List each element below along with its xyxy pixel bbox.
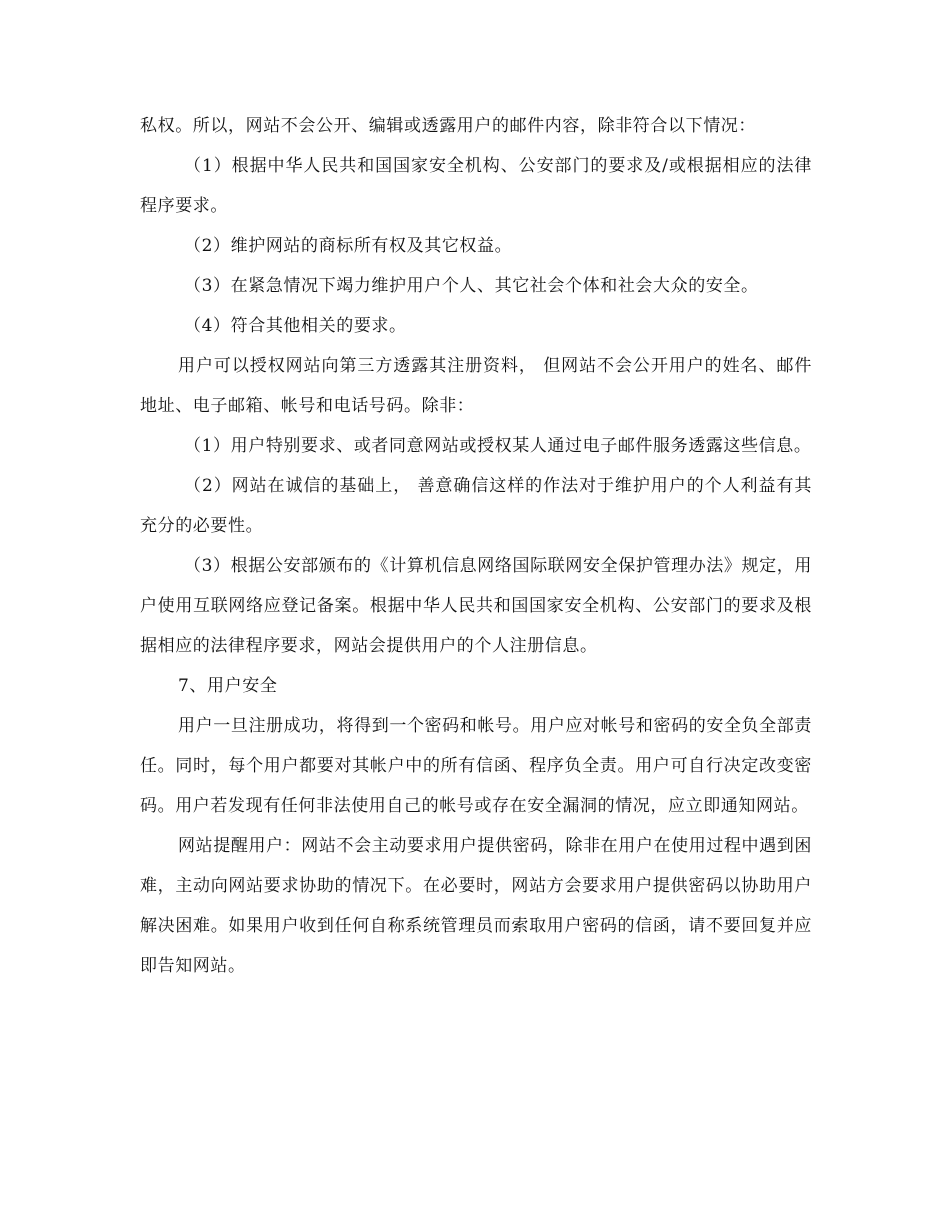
section-heading-user-security: 7、用户安全 [178, 676, 278, 696]
paragraph-privacy-intro: 私权。所以，网站不会公开、编辑或透露用户的邮件内容，除非符合以下情况： [140, 116, 756, 136]
paragraph-exception-2: （2）网站在诚信的基础上， 善意确信这样的作法对于维护用户的个人利益有其充分的必要性。 [140, 476, 812, 536]
paragraph-condition-4: （4）符合其他相关的要求。 [184, 316, 407, 336]
paragraph-password-reminder: 网站提醒用户：网站不会主动要求用户提供密码，除非在用户在使用过程中遇到困难，主动向网站要求协助的情况下。在必要时，网站方会要求用户提供密码以协助用户解决困难。如果用户收到任何自称系统管理员而索取用户密码的信函，请不要回复并应即告知网站。 [140, 836, 812, 976]
paragraph-disclosure: 用户可以授权网站向第三方透露其注册资料， 但网站不会公开用户的姓名、邮件地址、电子邮箱、帐号和电话号码。除非： [140, 356, 812, 416]
paragraph-account-responsibility: 用户一旦注册成功，将得到一个密码和帐号。用户应对帐号和密码的安全负全部责任。同时，每个用户都要对其帐户中的所有信函、程序负全责。用户可自行决定改变密码。用户若发现有任何非法使用自己的帐号或存在安全漏洞的情况，应立即通知网站。 [140, 716, 812, 816]
paragraph-condition-3: （3）在紧急情况下竭力维护用户个人、其它社会个体和社会大众的安全。 [184, 276, 759, 296]
paragraph-exception-1: （1）用户特别要求、或者同意网站或授权某人通过电子邮件服务透露这些信息。 [184, 436, 812, 456]
paragraph-exception-3: （3）根据公安部颁布的《计算机信息网络国际联网安全保护管理办法》规定，用户使用互联网络应登记备案。根据中华人民共和国国家安全机构、公安部门的要求及根据相应的法律程序要求，网站会提供用户的个人注册信息。 [140, 556, 812, 656]
paragraph-condition-1: （1）根据中华人民共和国国家安全机构、公安部门的要求及/或根据相应的法律程序要求。 [140, 156, 812, 216]
document-body [140, 106, 812, 986]
paragraph-condition-2: （2）维护网站的商标所有权及其它权益。 [184, 236, 513, 256]
